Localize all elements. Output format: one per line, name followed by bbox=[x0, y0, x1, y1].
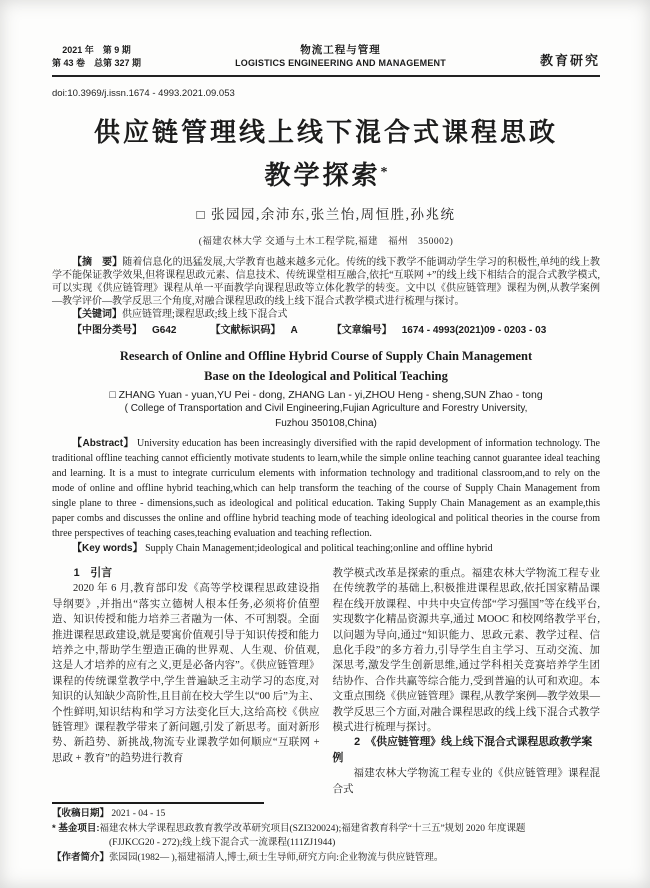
fund-project-text1: 福建农林大学课程思政教育教学改革研究项目(SZI320024);福建省教育科学“十三五”规划 2020 年度课题 bbox=[99, 823, 526, 834]
footnote-block bbox=[52, 802, 600, 865]
keywords-cn bbox=[52, 308, 600, 321]
body-column-left bbox=[52, 566, 320, 797]
affiliation-en-line1: ( College of Transportation and Civil Engineering,Fujian Agriculture and Forestry University, bbox=[124, 403, 528, 414]
journal-title-en: LOGISTICS ENGINEERING AND MANAGEMENT bbox=[235, 58, 446, 68]
body-columns bbox=[52, 566, 600, 797]
section2-paragraph: 福建农林大学物流工程专业的《供应链管理》课程混合式 bbox=[332, 768, 600, 795]
received-date bbox=[52, 807, 600, 822]
abstract-cn-block bbox=[52, 256, 600, 337]
section1-paragraph-continued: 教学模式改革是探索的重点。福建农林大学物流工程专业在传统教学的基础上,积极推进课程思政,依托国家精品课程在线开放课程、中共中央宣传部“学习强国”等在线平台,实现数字化精品资源共享,通过 MOOC 和校网络教学平台,以问题为导向,通过“知识能力、思政元素、教学过程、信息化手段”的多方着力,引导学生自主学习、互动交流、加深思考,激发学生创新思维,通过学科相关竞赛培养学生团结协作、合作共赢等综合能力,受到普遍的认可和欢迎。本文重点围绕《供应链管理》课程,从教学案例—教学效果—教学反思三个方面,对融合课程思政的线上线下混合式教学模式进行梳理与探讨。 bbox=[332, 568, 600, 734]
paper-title-line2-text: 教学探索 bbox=[264, 161, 381, 190]
body-column-right bbox=[333, 566, 601, 797]
author-bio bbox=[52, 851, 600, 866]
received-date-label: 【收稿日期】 bbox=[52, 808, 110, 820]
section1-paragraph: 2020 年 6 月,教育部印发《高等学校课程思政建设指导纲要》,并指出“落实立德树人根本任务,必须将价值塑造、知识传授和能力培养三者融为一体、不可割裂。全面推进课程思政建设,就是要寓价值观引导于知识传授和能力培养之中,帮助学生塑造正确的世界观、人生观、价值观,这是人才培养的应有之义,更是必备内容”。《供应链管理》课程的传统课堂教学中,学生普遍缺乏主动学习的态度,对知识的认知缺少高阶性,且目前在校大学生以“00 后”为主、个性鲜明,知识结构和学习方法变化巨大,这给高校《供应链管理》课程教学带来了新问题,引发了新思考。面对新形势、新趋势、新挑战,物流专业课教学如何顺应“互联网 + 思政 + 教育”的趋势进行教育 bbox=[52, 583, 320, 764]
abstract-cn-label: 【摘 要】 bbox=[72, 257, 123, 268]
abstract-cn bbox=[52, 256, 600, 308]
abstract-en-label: 【Abstract】 bbox=[72, 438, 134, 449]
issue-line1: 2021 年 第 9 期 bbox=[62, 45, 131, 55]
abstract-cn-text: 随着信息化的迅猛发展,大学教育也越来越多元化。传统的线下教学不能调动学生学习的积极性,单纯的线上教学不能保证教学效果,但将课程思政元素、信息技术、传统课堂相互融合,依托“互联网 +”的线上线下相结合的混合式教学模式,可以实现《供应链管理》课程从单一平面教学向课程思政等立体化教学的转变。文中以《供应链管理》课程为例,从教学案例—教学评价—教学反思三个角度,对融合课程思政的线上线下混合式教学模式进行梳理与探讨。 bbox=[52, 257, 601, 307]
clc-value: G642 bbox=[152, 325, 177, 336]
paper-title-en-line1: Research of Online and Offline Hybrid Course of Supply Chain Management bbox=[119, 349, 533, 363]
paper-title-line1: 供应链管理线上线下混合式课程思政 bbox=[93, 118, 558, 147]
clc-line bbox=[52, 324, 600, 337]
authors-cn: □ 张园园,余沛东,张兰怡,周恒胜,孙兆统 bbox=[196, 207, 456, 222]
issue-info bbox=[52, 44, 141, 70]
paper-title bbox=[52, 113, 600, 196]
paper-title-en-line2: Base on the Ideological and Political Teaching bbox=[204, 369, 448, 383]
abstract-en-text: University education has been increasingly diversified with the rapid development of information technology. The traditional offline teaching cannot efficiently motivate students to learn,while the simple online teaching cannot guarantee ideal teaching and learning. It is a must to integrate curriculum elements with information technology and traditional classroom,and to rely on the mode of online and offline hybrid teaching,which can help transform the teaching of the course of Supply Chain Management from single plane to three - dimensions,such as ideological and political education. Taking Supply Chain Management as an example,this paper combs and discusses the online and offline hybrid teaching mode of teaching ideological and political theories in the course from three perspectives of teaching cases,teaching evaluation and teaching reflection. bbox=[52, 438, 600, 539]
section1-heading: 1 引言 bbox=[73, 567, 112, 579]
author-bio-text: 张园园(1982— ),福建福清人,博士,硕士生导师,研究方向:企业物流与供应链管理。 bbox=[109, 852, 444, 863]
journal-title-cn: 物流工程与管理 bbox=[300, 44, 381, 56]
affiliation-en-line2: Fuzhou 350108,China) bbox=[275, 418, 377, 429]
issue-line2: 第 43 卷 总第 327 期 bbox=[52, 58, 142, 68]
keywords-cn-text: 供应链管理;课程思政;线上线下混合式 bbox=[122, 309, 288, 320]
abstract-en bbox=[52, 436, 600, 541]
section-label: 教育研究 bbox=[539, 53, 600, 68]
fund-project-line1 bbox=[52, 822, 600, 837]
footnote-separator bbox=[52, 802, 264, 804]
journal-header bbox=[52, 44, 600, 77]
article-id-label: 【文章编号】 bbox=[331, 325, 392, 336]
paper-title-line2 bbox=[52, 153, 600, 196]
paper-title-en bbox=[52, 346, 600, 386]
doc-code-label: 【文献标识码】 bbox=[210, 325, 281, 336]
keywords-en-text: Supply Chain Management;ideological and political teaching;online and offline hybrid bbox=[142, 543, 493, 554]
journal-title bbox=[141, 44, 540, 70]
abstract-en-block bbox=[52, 436, 600, 556]
doi-line: doi:10.3969/j.issn.1674 - 4993.2021.09.053 bbox=[52, 88, 235, 99]
author-bio-label: 【作者简介】 bbox=[52, 851, 110, 863]
received-date-value: 2021 - 04 - 15 bbox=[109, 809, 166, 820]
clc-label: 【中图分类号】 bbox=[72, 325, 142, 336]
article-id-value: 1674 - 4993(2021)09 - 0203 - 03 bbox=[401, 325, 547, 336]
doc-code-value: A bbox=[290, 325, 298, 336]
keywords-en-label: 【Key words】 bbox=[72, 543, 143, 554]
keywords-en bbox=[52, 541, 600, 556]
title-footnote-marker: * bbox=[380, 165, 388, 180]
fund-project-line2: (FJJKCG20 - 272);线上线下混合式一流课程(111ZJ1944) bbox=[109, 838, 336, 849]
affiliation-en bbox=[52, 401, 600, 431]
section2-heading: 2 《供应链管理》线上线下混合式课程思政教学案例 bbox=[332, 736, 593, 764]
authors-en: □ ZHANG Yuan - yuan,YU Pei - dong, ZHANG Lan - yi,ZHOU Heng - sheng,SUN Zhao - tong bbox=[109, 389, 543, 401]
keywords-cn-label: 【关键词】 bbox=[72, 309, 122, 320]
fund-project-label: * 基金项目: bbox=[52, 822, 100, 834]
affiliation-cn: (福建农林大学 交通与土木工程学院,福建 福州 350002) bbox=[198, 237, 454, 247]
